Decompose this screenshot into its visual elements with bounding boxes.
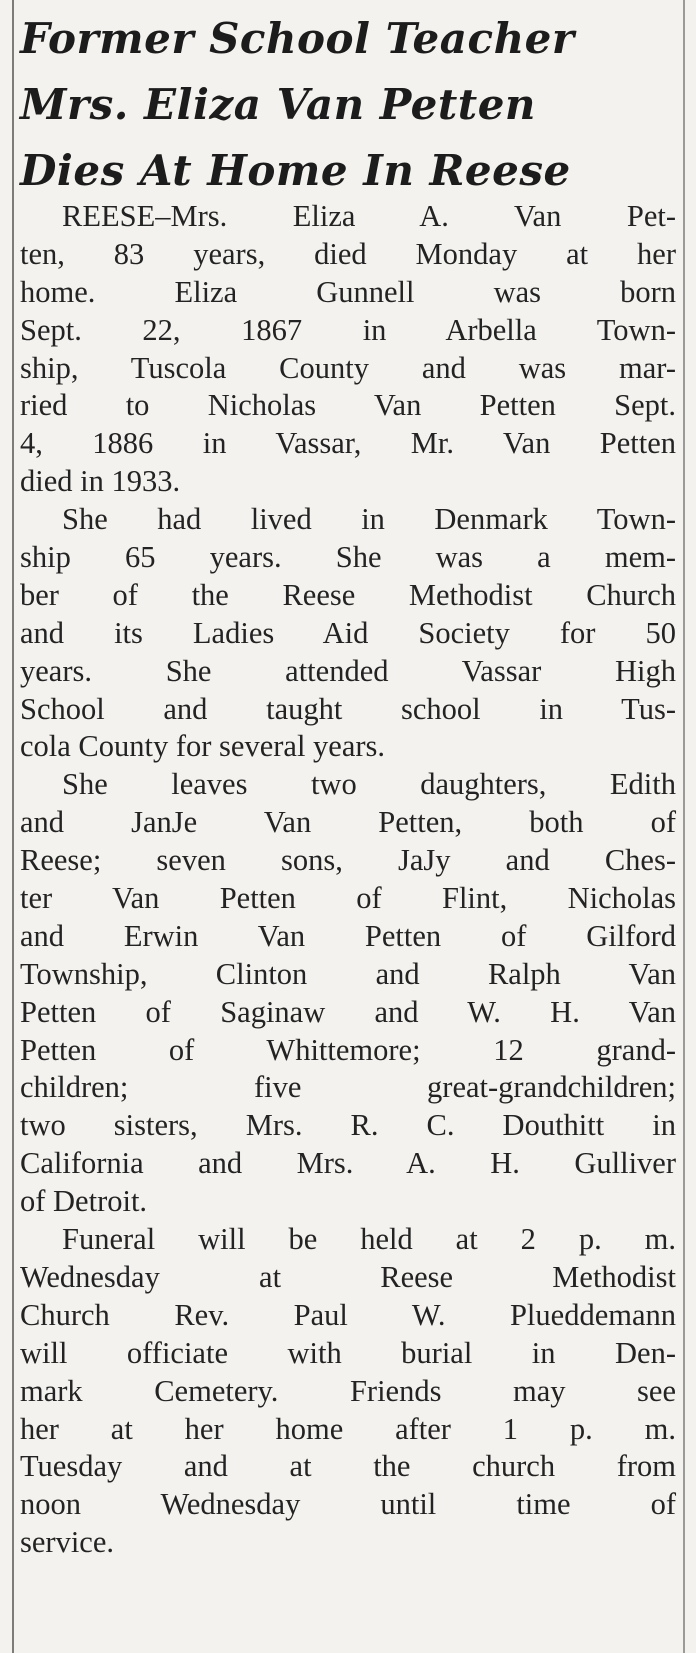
headline-line-3: Dies At Home In Reese [20,146,571,195]
body-line: Sept. 22, 1867 in Arbella Town- [20,312,676,347]
column-rule-left [12,0,14,1653]
body-line: two sisters, Mrs. R. C. Douthitt in [20,1108,676,1143]
body-line: children; five great-grandchildren; [20,1070,676,1105]
body-line: REESE–Mrs. Eliza A. Van Pet- [62,199,676,233]
paragraph-2 [20,501,676,766]
body-line: She had lived in Denmark Town- [62,502,676,537]
column-rule-right [683,0,685,1653]
body-line: 4, 1886 in Vassar, Mr. Van Petten [20,426,676,461]
headline-line-2: Mrs. Eliza Van Petten [20,80,536,129]
body-line: ten, 83 years, died Monday at her [20,236,676,271]
body-line: noon Wednesday until time of [20,1487,676,1522]
article-body [20,198,676,1562]
body-line: cola County for several years. [20,729,386,764]
body-line: Wednesday at Reese Methodist [20,1259,676,1294]
body-line: Reese; seven sons, JaJy and Ches- [20,843,676,878]
body-line: She leaves two daughters, Edith [62,767,676,802]
body-line: California and Mrs. A. H. Gulliver [20,1146,676,1181]
body-line: ship 65 years. She was a mem- [20,540,676,575]
body-line: School and taught school in Tus- [20,691,676,726]
body-line: home. Eliza Gunnell was born [20,274,676,309]
body-line: Funeral will be held at 2 p. m. [62,1222,676,1257]
body-line: ried to Nicholas Van Petten Sept. [20,388,676,423]
body-line: Tuesday and at the church from [20,1449,676,1484]
paragraph-1 [20,198,676,501]
body-line: mark Cemetery. Friends may see [20,1373,676,1408]
paragraph-3 [20,766,676,1221]
body-line: Petten of Whittemore; 12 grand- [20,1032,676,1067]
body-line: service. [20,1525,114,1560]
body-line: and Erwin Van Petten of Gilford [20,918,676,953]
body-line: will officiate with burial in Den- [20,1335,676,1370]
body-line: ship, Tuscola County and was mar- [20,350,676,385]
headline-line-1: Former School Teacher [20,14,575,63]
body-line: died in 1933. [20,464,181,499]
body-line: Township, Clinton and Ralph Van [20,956,676,991]
body-line: and JanJe Van Petten, both of [20,805,676,840]
body-line: Church Rev. Paul W. Pluеddemann [20,1297,676,1332]
headline [20,6,680,204]
body-line: of Detroit. [20,1184,148,1219]
body-line: and its Ladies Aid Society for 50 [20,615,676,650]
paragraph-4 [20,1221,676,1562]
body-line: ber of the Reese Methodist Church [20,577,676,612]
body-line: years. She attended Vassar High [20,653,676,688]
body-line: Petten of Saginaw and W. H. Van [20,994,676,1029]
body-line: ter Van Petten of Flint, Nicholas [20,881,676,916]
body-line: her at her home after 1 p. m. [20,1411,676,1446]
